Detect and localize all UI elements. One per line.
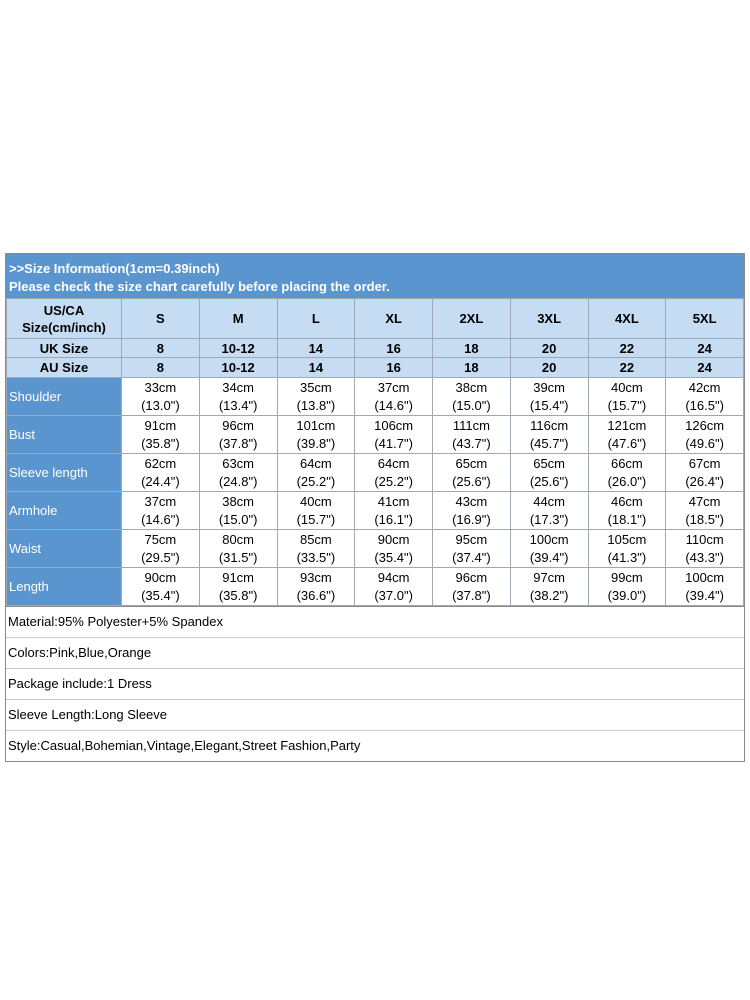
cm-value: 95cm <box>455 531 488 547</box>
inch-value: (15.7") <box>607 397 647 413</box>
detail-row: Style:Casual,Bohemian,Vintage,Elegant,Street Fashion,Party <box>8 738 361 753</box>
cm-value: 64cm <box>377 455 410 471</box>
inch-value: (47.6") <box>607 435 647 451</box>
au-size-cell: 18 <box>433 358 511 378</box>
cm-value: 65cm <box>455 455 488 471</box>
cm-value: 66cm <box>610 455 643 471</box>
uk-size-cell: 8 <box>122 339 200 358</box>
us-size-cell: L <box>277 299 355 339</box>
measurement-cell <box>510 530 588 568</box>
inch-value: (26.4") <box>685 473 724 489</box>
measurement-label: Waist <box>7 530 122 568</box>
inch-value: (37.4") <box>452 549 491 565</box>
measurement-row <box>7 492 744 530</box>
inch-value: (29.5") <box>141 549 180 565</box>
measurement-cell <box>510 568 588 606</box>
cm-value: 75cm <box>144 531 177 547</box>
measurement-cell <box>588 492 666 530</box>
au-size-cell: 20 <box>510 358 588 378</box>
au-size-cell: 24 <box>666 358 744 378</box>
measurement-cell <box>355 454 433 492</box>
inch-value: (31.5") <box>218 549 258 565</box>
measurement-cell <box>666 492 744 530</box>
measurement-cell <box>510 454 588 492</box>
uk-size-cell: 14 <box>277 339 355 358</box>
measurement-cell <box>122 492 200 530</box>
inch-value: (15.4") <box>529 397 569 413</box>
cm-value: 37cm <box>144 493 177 509</box>
measurement-row <box>7 454 744 492</box>
measurement-cell <box>588 416 666 454</box>
au-size-cell: 16 <box>355 358 433 378</box>
cm-value: 93cm <box>299 569 332 585</box>
cm-value: 41cm <box>377 493 410 509</box>
cm-value: 46cm <box>610 493 643 509</box>
inch-value: (15.0") <box>218 511 258 527</box>
us-size-cell: 2XL <box>433 299 511 339</box>
au-size-label: AU Size <box>7 358 122 378</box>
inch-value: (25.6") <box>529 473 569 489</box>
cm-value: 94cm <box>377 569 410 585</box>
inch-value: (43.3") <box>685 549 724 565</box>
cm-value: 38cm <box>455 379 488 395</box>
inch-value: (14.6") <box>141 511 180 527</box>
inch-value: (39.0") <box>607 587 647 603</box>
us-size-cell: 5XL <box>666 299 744 339</box>
measurement-cell <box>122 568 200 606</box>
cm-value: 38cm <box>222 493 255 509</box>
measurement-cell <box>666 568 744 606</box>
us-size-cell: 3XL <box>510 299 588 339</box>
inch-value: (18.1") <box>607 511 647 527</box>
inch-value: (18.5") <box>685 511 724 527</box>
cm-value: 40cm <box>299 493 332 509</box>
inch-value: (38.2") <box>529 587 569 603</box>
measurement-cell <box>433 454 511 492</box>
cm-value: 65cm <box>533 455 566 471</box>
inch-value: (39.4") <box>529 549 569 565</box>
us-ca-label: US/CA <box>43 302 85 318</box>
cm-value: 111cm <box>452 417 490 433</box>
inch-value: (15.0") <box>452 397 491 413</box>
measurement-cell <box>355 492 433 530</box>
uk-size-cell: 16 <box>355 339 433 358</box>
inch-value: (14.6") <box>374 397 413 413</box>
us-size-cell: 4XL <box>588 299 666 339</box>
measurement-label: Bust <box>7 416 122 454</box>
cm-value: 43cm <box>455 493 488 509</box>
measurement-cell <box>433 416 511 454</box>
measurement-cell <box>199 492 277 530</box>
measurement-cell <box>199 568 277 606</box>
measurement-row <box>7 568 744 606</box>
cm-value: 91cm <box>144 417 177 433</box>
us-size-cell: S <box>122 299 200 339</box>
measurement-cell <box>199 378 277 416</box>
measurement-cell <box>588 568 666 606</box>
inch-value: (25.6") <box>452 473 491 489</box>
measurement-row <box>7 416 744 454</box>
measurement-cell <box>433 378 511 416</box>
cm-value: 90cm <box>377 531 410 547</box>
measurement-cell <box>666 530 744 568</box>
inch-value: (26.0") <box>607 473 647 489</box>
inch-value: (45.7") <box>529 435 569 451</box>
measurement-cell <box>588 530 666 568</box>
cm-value: 106cm <box>374 417 414 433</box>
au-size-cell: 8 <box>122 358 200 378</box>
cm-value: 35cm <box>299 379 332 395</box>
measurement-cell <box>510 378 588 416</box>
inch-value: (13.8") <box>296 397 336 413</box>
inch-value: (33.5") <box>296 549 336 565</box>
cm-value: 100cm <box>529 531 569 547</box>
inch-value: (41.7") <box>374 435 413 451</box>
measurement-cell <box>355 378 433 416</box>
cm-value: 90cm <box>144 569 177 585</box>
cm-value: 33cm <box>144 379 177 395</box>
inch-value: (24.8") <box>218 473 258 489</box>
cm-value: 62cm <box>144 455 177 471</box>
measurement-label: Shoulder <box>7 378 122 416</box>
uk-size-label: UK Size <box>7 339 122 358</box>
inch-value: (37.0") <box>374 587 413 603</box>
measurement-cell <box>355 568 433 606</box>
inch-value: (16.5") <box>685 397 724 413</box>
cm-value: 126cm <box>685 417 725 433</box>
size-table <box>6 298 744 606</box>
measurement-cell <box>666 416 744 454</box>
measurement-label: Armhole <box>7 492 122 530</box>
measurement-cell <box>588 454 666 492</box>
uk-size-row <box>7 339 744 358</box>
size-info-banner <box>6 254 744 298</box>
cm-value: 42cm <box>688 379 721 395</box>
inch-value: (15.7") <box>296 511 336 527</box>
inch-value: (35.4") <box>374 549 413 565</box>
us-size-cell: XL <box>355 299 433 339</box>
cm-value: 116cm <box>530 417 569 433</box>
banner-title: >>Size Information(1cm=0.39inch) <box>9 261 220 276</box>
cm-value: 96cm <box>222 417 255 433</box>
measurement-cell <box>277 568 355 606</box>
uk-size-cell: 10-12 <box>199 339 277 358</box>
cm-value: 80cm <box>222 531 255 547</box>
measurement-cell <box>510 492 588 530</box>
measurement-cell <box>355 416 433 454</box>
inch-value: (25.2") <box>296 473 336 489</box>
measurement-label: Length <box>7 568 122 606</box>
detail-row: Package include:1 Dress <box>6 669 744 700</box>
measurement-cell <box>122 454 200 492</box>
measurement-label: Sleeve length <box>7 454 122 492</box>
measurement-cell <box>355 530 433 568</box>
measurement-cell <box>122 530 200 568</box>
inch-value: (41.3") <box>607 549 647 565</box>
measurement-cell <box>666 378 744 416</box>
inch-value: (16.1") <box>374 511 413 527</box>
measurement-cell <box>588 378 666 416</box>
measurement-cell <box>433 530 511 568</box>
us-size-header <box>7 299 122 339</box>
measurement-cell <box>666 454 744 492</box>
us-size-cell: M <box>199 299 277 339</box>
cm-value: 100cm <box>685 569 725 585</box>
cm-value: 37cm <box>377 379 410 395</box>
au-size-cell: 22 <box>588 358 666 378</box>
measurement-row <box>7 530 744 568</box>
measurement-cell <box>433 492 511 530</box>
uk-size-cell: 22 <box>588 339 666 358</box>
cm-value: 40cm <box>610 379 643 395</box>
measurement-cell <box>199 454 277 492</box>
measurement-cell <box>510 416 588 454</box>
cm-value: 96cm <box>455 569 488 585</box>
au-size-cell: 10-12 <box>199 358 277 378</box>
cm-value: 39cm <box>533 379 566 395</box>
inch-value: (39.8") <box>296 435 336 451</box>
inch-value: (17.3") <box>529 511 569 527</box>
us-size-row <box>7 299 744 339</box>
cm-value: 67cm <box>688 455 721 471</box>
inch-value: (37.8") <box>218 435 258 451</box>
inch-value: (35.8") <box>218 587 258 603</box>
inch-value: (25.2") <box>374 473 413 489</box>
inch-value: (35.8") <box>141 435 180 451</box>
cm-value: 44cm <box>533 493 566 509</box>
cm-value: 85cm <box>299 531 332 547</box>
inch-value: (24.4") <box>141 473 180 489</box>
measurement-cell <box>277 530 355 568</box>
au-size-cell: 14 <box>277 358 355 378</box>
cm-value: 110cm <box>685 531 724 547</box>
measurement-cell <box>122 416 200 454</box>
inch-value: (16.9") <box>452 511 491 527</box>
measurement-cell <box>277 492 355 530</box>
measurement-cell <box>199 416 277 454</box>
uk-size-cell: 20 <box>510 339 588 358</box>
measurement-row <box>7 378 744 416</box>
measurement-cell <box>277 416 355 454</box>
inch-value: (39.4") <box>685 587 724 603</box>
size-chart <box>5 253 745 762</box>
inch-value: (13.4") <box>218 397 258 413</box>
measurement-cell <box>433 568 511 606</box>
detail-row: Sleeve Length:Long Sleeve <box>6 700 744 731</box>
cm-value: 101cm <box>296 417 336 433</box>
product-details <box>6 606 744 761</box>
cm-value: 97cm <box>533 569 566 585</box>
cm-value: 121cm <box>607 417 647 433</box>
inch-value: (49.6") <box>685 435 724 451</box>
measurement-cell <box>199 530 277 568</box>
cm-value: 91cm <box>222 569 255 585</box>
cm-value: 34cm <box>222 379 255 395</box>
inch-value: (36.6") <box>296 587 336 603</box>
uk-size-cell: 24 <box>666 339 744 358</box>
measurement-cell <box>277 454 355 492</box>
measurement-cell <box>277 378 355 416</box>
cm-value: 63cm <box>222 455 255 471</box>
cm-value: 105cm <box>607 531 647 547</box>
inch-value: (43.7") <box>452 435 491 451</box>
detail-row: Material:95% Polyester+5% Spandex <box>6 607 744 638</box>
uk-size-cell: 18 <box>433 339 511 358</box>
cm-value: 99cm <box>610 569 643 585</box>
measurement-cell <box>122 378 200 416</box>
inch-value: (37.8") <box>452 587 491 603</box>
inch-value: (35.4") <box>141 587 180 603</box>
banner-note: Please check the size chart carefully before placing the order. <box>9 279 390 294</box>
size-unit-label: Size(cm/inch) <box>22 319 106 335</box>
cm-value: 64cm <box>299 455 332 471</box>
cm-value: 47cm <box>688 493 721 509</box>
detail-row: Colors:Pink,Blue,Orange <box>6 638 744 669</box>
inch-value: (13.0") <box>141 397 180 413</box>
au-size-row <box>7 358 744 378</box>
